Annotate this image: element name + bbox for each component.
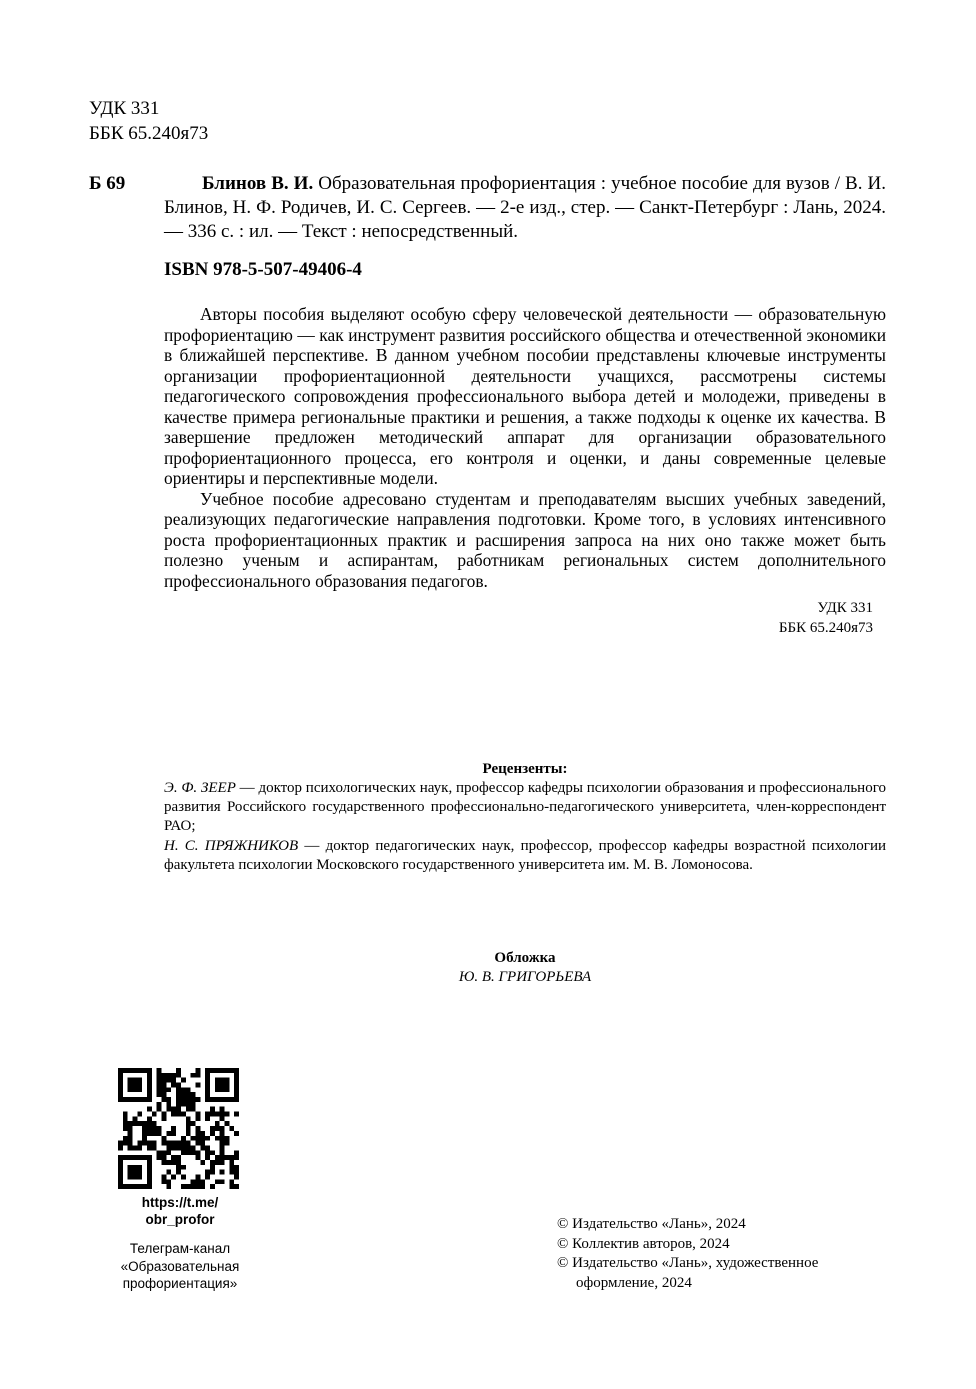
reviewer-entry (164, 837, 886, 875)
cover-title: Обложка (494, 950, 556, 966)
bbk-code: ББК 65.240я73 (89, 123, 209, 144)
reviewers-title: Рецензенты: (482, 761, 568, 777)
annotation-paragraph: Учебное пособие адресовано студентам и преподавателям высших учебных заведений, реализующих педагогические направления подготовки. Кроме того, в условиях интенсивного роста профориентационных практик и расширения запроса на них оно также может быть полезно ученым и аспирантам, работникам региональных систем дополнительного профессионального образования педагогов. (164, 488, 886, 591)
reviewer-name: Н. С. ПРЯЖНИКОВ (164, 837, 299, 854)
telegram-link[interactable] (100, 1194, 260, 1228)
reviewer-entry (164, 779, 886, 837)
bibliographic-description: Образовательная профориентация : учебное пособие для вузов / В. И. Блинов, Н. Ф. Родичев, И. С. Сергеев. — 2-е изд., стер. — Санкт-Петербург : Лань, 2024. — 336 с. : ил. — Текст : непосредственный. (164, 173, 887, 242)
annotation (164, 304, 886, 591)
reviewers-list (164, 779, 886, 875)
copyright-block (557, 1215, 877, 1293)
caption-line: Телеграм-канал (129, 1241, 231, 1256)
udk-code: УДК 331 (817, 600, 873, 616)
caption-line: «Образовательная (120, 1258, 240, 1274)
author-name: Блинов В. И. (202, 173, 314, 194)
author-index-code: Б 69 (89, 173, 126, 194)
classification-codes (89, 96, 208, 146)
footer-classification-codes (700, 598, 873, 638)
bibliographic-record (164, 172, 886, 244)
reviewer-description: — доктор педагогических наук, профессор, профессор кафедры возрастной психологии факультета психологии Московского государственного университета им. М. В. Ломоносова. (164, 837, 886, 873)
caption-line: профориентация» (122, 1276, 238, 1291)
reviewer-name: Э. Ф. ЗЕЕР (164, 780, 236, 796)
cover-author: Ю. В. ГРИГОРЬЕВА (458, 969, 592, 985)
copyright-line: © Коллектив авторов, 2024 (557, 1235, 730, 1252)
isbn: ISBN 978-5-507-49406-4 (164, 259, 362, 280)
annotation-paragraph: Авторы пособия выделяют особую сферу человеческой деятельности — образовательную профориентацию — как инструмент развития российского общества и отечественной экономики в ближайшей перспективе. В данном учебном пособии представлены ключевые инструменты организации профориентационной деятельности учащихся, рассмотрены системы педагогического сопровождения профессионального выбора детей и молодежи, приведены в качестве примера региональные практики и решения, а также подходы к оценке их качества. В завершение предложен методический аппарат для организации образовательного профориентационного процесса, его контроля и оценки, и даны современные целевые ориентиры и перспективные модели. (164, 304, 886, 488)
copyright-line: © Издательство «Лань», художественное (557, 1255, 819, 1271)
qr-code[interactable] (118, 1068, 239, 1189)
reviewer-description: — доктор психологических наук, профессор кафедры психологии образования и профессионального развития Российского государственного профессионально-педагогического университета, член-корреспондент РАО; (164, 780, 886, 835)
copyright-line: оформление, 2024 (576, 1274, 692, 1291)
udk-code: УДК 331 (89, 98, 160, 119)
bbk-code: ББК 65.240я73 (778, 620, 873, 636)
copyright-line: © Издательство «Лань», 2024 (557, 1216, 746, 1232)
telegram-link-line: obr_profor (145, 1212, 215, 1227)
telegram-link-line: https://t.me/ (141, 1195, 219, 1210)
telegram-caption (95, 1240, 265, 1293)
